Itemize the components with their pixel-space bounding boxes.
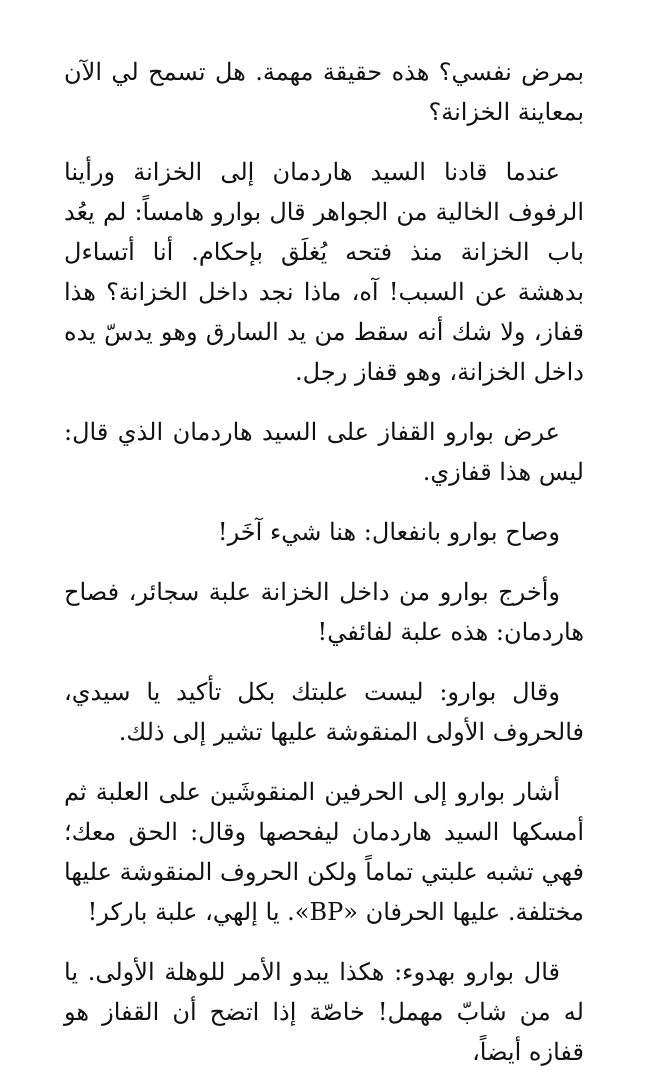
paragraph-cigarette-case: وأخرج بوارو من داخل الخزانة علبة سجائر، فصاح هاردمان: هذه علبة لفائفي!: [64, 578, 584, 646]
paragraph-careless-youth: قال بوارو بهدوء: هكذا يبدو الأمر للوهلة الأولى. يا له من شابّ مهمل! خاصّة إذا اتضح أن القفاز هو قفازه أيضاً،: [64, 958, 584, 1066]
book-page: [64, 52, 584, 1072]
paragraph-safe-inspection: عندما قادنا السيد هاردمان إلى الخزانة ورأينا الرفوف الخالية من الجواهر قال بوارو هامساً: لم يعُد باب الخزانة منذ فتحه يُغلَق بإحكام. أنا أتساءل بدهشة عن السبب! آه، ماذا نجد داخل الخزانة؟ هذا قفاز، ولا شك أنه سقط من يد السارق وهو يدسّ يده داخل الخزانة، وهو قفاز رجل.: [64, 158, 584, 386]
paragraph-initials: أشار بوارو إلى الحرفين المنقوشَين على العلبة ثم أمسكها السيد هاردمان ليفحصها وقال: الحق معك؛ فهي تشبه علبتي تماماً ولكن الحروف المنقوشة عليها مختلفة. عليها الحرفان «BP». يا إلهي، علبة باركر!: [64, 778, 584, 926]
paragraph-continuation: بمرض نفسي؟ هذه حقيقة مهمة. هل تسمح لي الآن بمعاينة الخزانة؟: [64, 58, 584, 126]
paragraph-poirot-exclaims: وصاح بوارو بانفعال: هنا شيء آخَر!: [217, 518, 560, 546]
paragraph-not-your-case: وقال بوارو: ليست علبتك بكل تأكيد يا سيدي، فالحروف الأولى المنقوشة عليها تشير إلى ذلك.: [64, 678, 584, 746]
paragraph-glove-shown: عرض بوارو القفاز على السيد هاردمان الذي قال: ليس هذا قفازي.: [64, 418, 584, 486]
